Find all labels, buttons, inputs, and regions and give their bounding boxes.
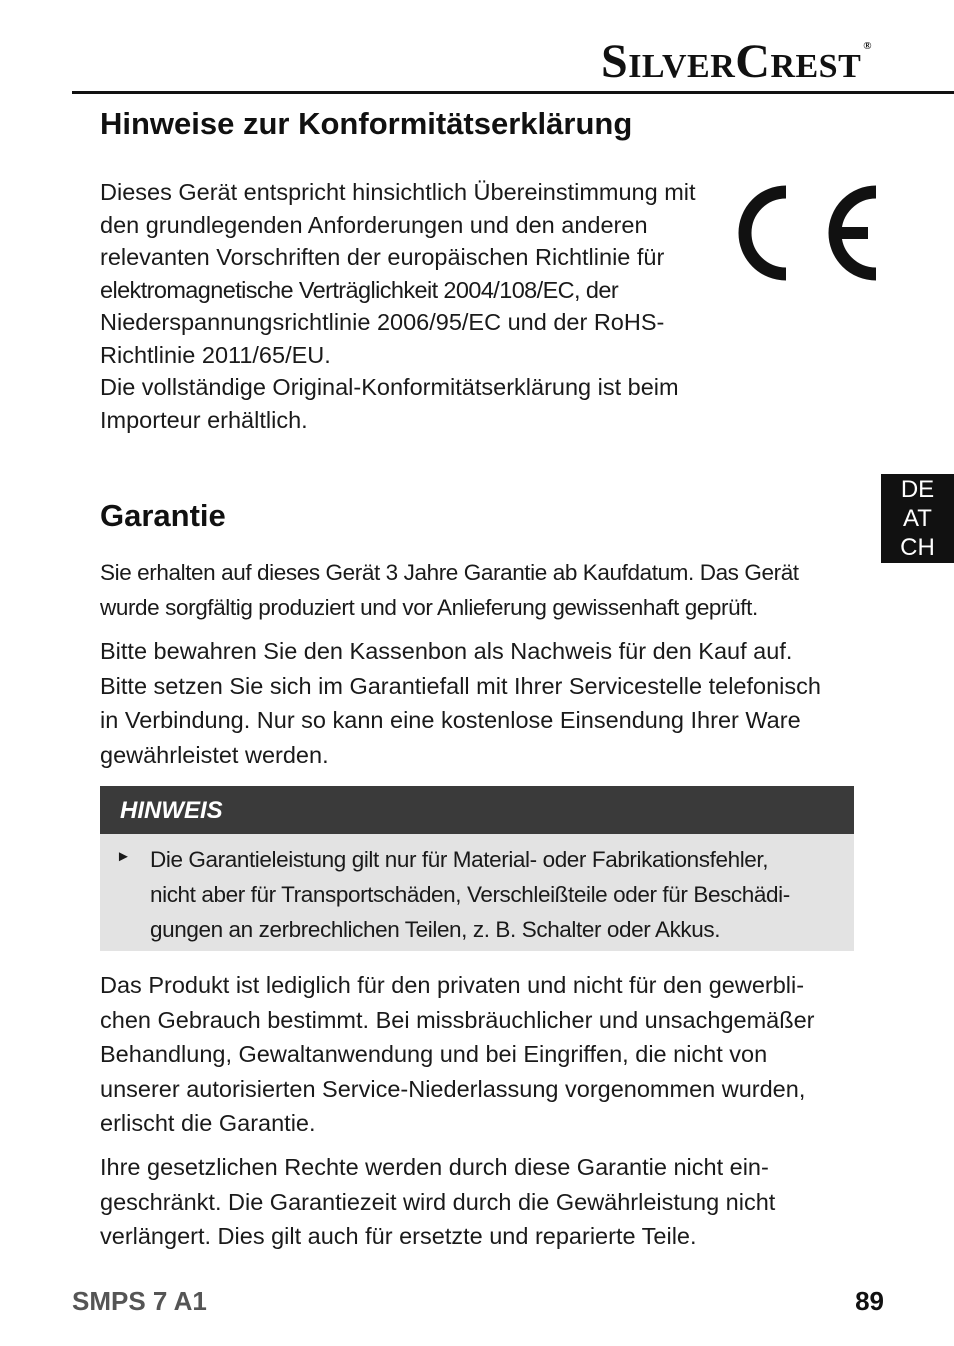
warranty-line: Bitte setzen Sie sich im Garantiefall mit Ihrer Servicestelle telefonisch [100, 672, 821, 699]
conformity-line: den grundlegenden Anforderungen und den anderen [100, 211, 648, 238]
warranty-line: Bitte bewahren Sie den Kassenbon als Nachweis für den Kauf auf. [100, 638, 793, 664]
warranty-line: Ihre gesetzlichen Rechte werden durch diese Garantie nicht ein- [100, 1154, 769, 1180]
brand-logo [601, 34, 872, 89]
language-code-de: DE [900, 476, 935, 503]
conformity-paragraph [100, 176, 696, 436]
warranty-paragraph-1 [100, 556, 799, 625]
conformity-line: relevanten Vorschriften der europäischen Richtlinie für [100, 244, 665, 270]
warranty-line: unserer autorisierten Service-Niederlassung vorgenommen wurden, [100, 1075, 806, 1102]
warranty-line: Sie erhalten auf dieses Gerät 3 Jahre Garantie ab Kaufdatum. Das Gerät [100, 560, 799, 585]
note-line: nicht aber für Transportschäden, Verschleißteile oder für Beschädi- [150, 882, 790, 907]
conformity-line: Die vollständige Original-Konformitätserklärung ist beim [100, 374, 679, 400]
language-code-at: AT [903, 505, 932, 532]
note-line: Die Garantieleistung gilt nur für Material- oder Fabrikationsfehler, [150, 847, 769, 872]
warranty-line: chen Gebrauch bestimmt. Bei missbräuchlicher und unsachgemäßer [100, 1006, 815, 1033]
language-code-ch: CH [900, 534, 935, 561]
warranty-line: verlängert. Dies gilt auch für ersetzte und reparierte Teile. [100, 1223, 697, 1249]
ce-mark-icon [724, 178, 880, 288]
conformity-line: elektromagnetische Verträglichkeit 2004/108/EC, der [100, 276, 619, 303]
warranty-line: gewährleistet werden. [100, 741, 329, 768]
conformity-line: Niederspannungsrichtlinie 2006/95/EC und der RoHS- [100, 309, 665, 335]
warranty-line: in Verbindung. Nur so kann eine kostenlose Einsendung Ihrer Ware [100, 707, 801, 733]
note-text [150, 842, 840, 947]
registered-mark: ® [863, 40, 872, 52]
conformity-line: Dieses Gerät entspricht hinsichtlich Übereinstimmung mit [100, 179, 696, 205]
brand-initial-c: C [735, 35, 771, 88]
bullet-arrow-icon: ► [116, 848, 131, 865]
warranty-line: erlischt die Garantie. [100, 1110, 316, 1136]
warranty-line: geschränkt. Die Garantiezeit wird durch die Gewährleistung nicht [100, 1188, 776, 1215]
language-tab [881, 474, 954, 563]
warranty-paragraph-4 [100, 1150, 775, 1254]
conformity-heading: Hinweise zur Konformitätserklärung [100, 106, 633, 141]
note-box [100, 786, 854, 951]
warranty-heading: Garantie [100, 498, 226, 533]
warranty-line: wurde sorgfältig produziert und vor Anlieferung gewissenhaft geprüft. [100, 594, 758, 620]
brand-word-2: REST [770, 48, 862, 85]
model-number: SMPS 7 A1 [72, 1286, 207, 1316]
note-heading: HINWEIS [100, 786, 854, 834]
warranty-line: Das Produkt ist lediglich für den privaten und nicht für den gewerbli- [100, 972, 805, 998]
warranty-paragraph-3 [100, 968, 814, 1141]
page-number: 89 [855, 1286, 884, 1316]
note-line: gungen an zerbrechlichen Teilen, z. B. Schalter oder Akkus. [150, 917, 721, 942]
conformity-line: Richtlinie 2011/65/EU. [100, 341, 331, 368]
header-divider [72, 91, 954, 94]
brand-word-1: ILVER [628, 48, 736, 85]
warranty-paragraph-2 [100, 634, 821, 772]
brand-initial-s: S [601, 35, 629, 88]
conformity-line: Importeur erhältlich. [100, 406, 308, 433]
warranty-line: Behandlung, Gewaltanwendung und bei Eingriffen, die nicht von [100, 1041, 768, 1067]
